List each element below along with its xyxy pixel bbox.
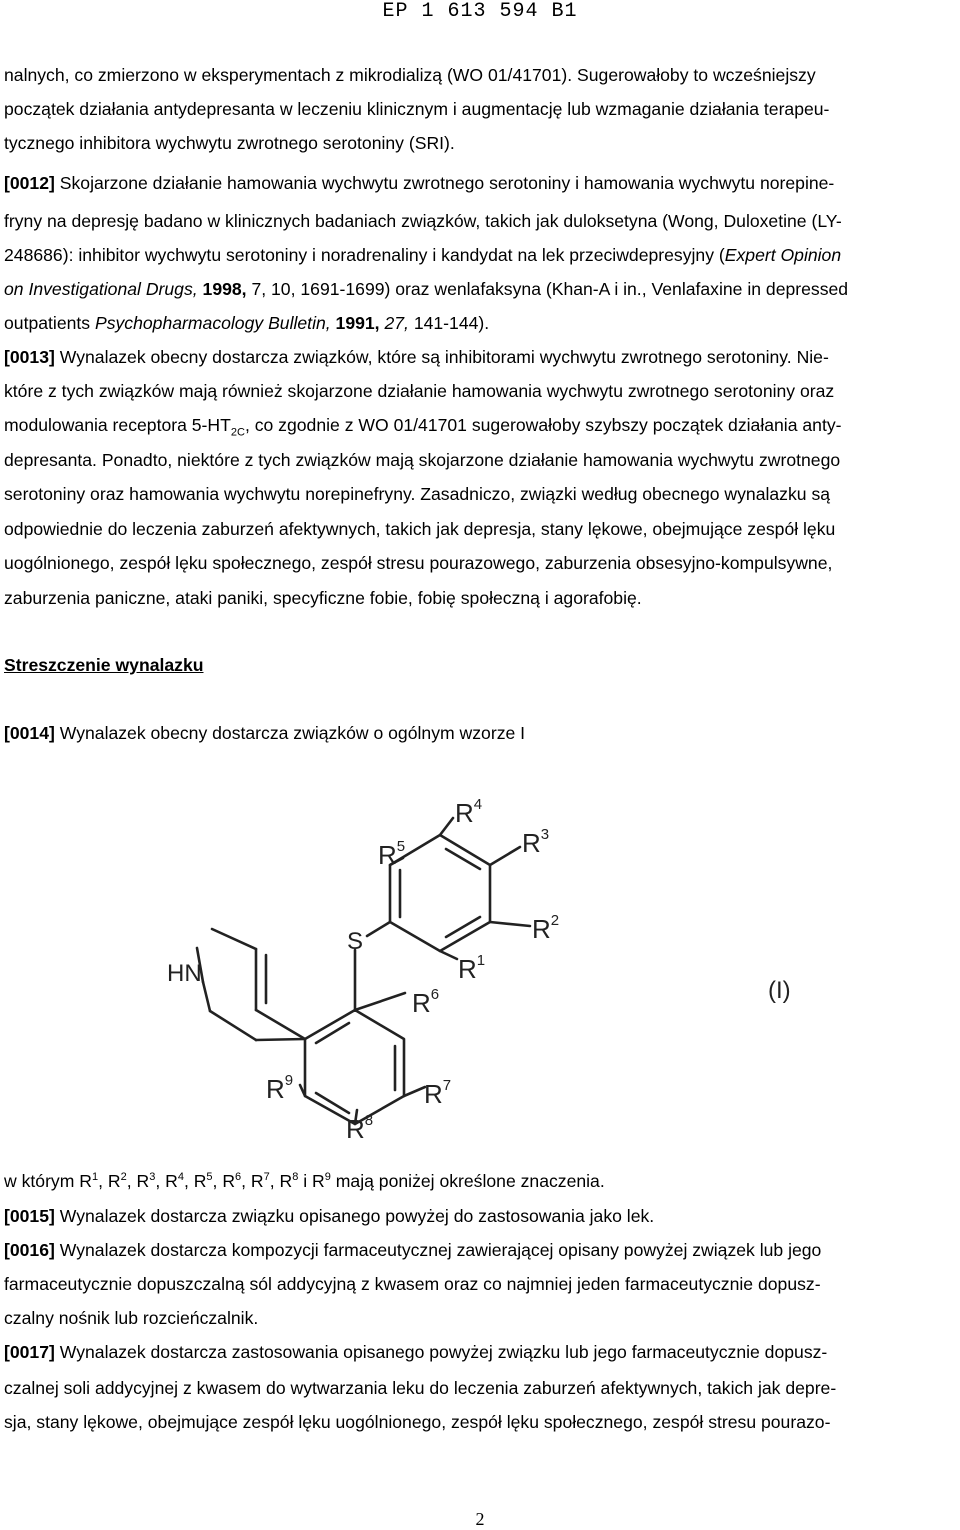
paragraph-line: tycznego inhibitora wychwytu zwrotnego serotoniny (SRI). xyxy=(4,133,455,153)
paragraph-tag: [0013] xyxy=(4,347,55,367)
paragraph-0012-line: [0012] Skojarzone działanie hamowania wychwytu zwrotnego serotoniny i hamowania wychwytu norepine- xyxy=(4,173,835,193)
paragraph-0012-line: fryny na depresję badano w klinicznych badaniach związków, takich jak duloksetyna (Wong, Duloxetine (LY- xyxy=(4,211,842,231)
r6-label: $R^6$ xyxy=(412,986,440,1018)
paragraph-0015: [0015] Wynalazek dostarcza związku opisanego powyżej do zastosowania jako lek. xyxy=(4,1206,655,1226)
paragraph-0012-line: 248686): inhibitor wychwytu serotoniny i noradrenaliny i kandydat na lek przeciwdepresyjny (Expert Opinion xyxy=(4,245,842,265)
formula-number: (I) xyxy=(768,977,791,1004)
paragraph-line: nalnych, co zmierzono w eksperymentach z mikrodializą (WO 01/41701). Sugerowałoby to wcześniejszy xyxy=(4,65,816,85)
paragraph-0016-line: [0016] Wynalazek dostarcza kompozycji farmaceutycznej zawierającej opisany powyżej związek lub jego xyxy=(4,1240,822,1260)
paragraph-0012-line: on Investigational Drugs, 1998, 7, 10, 1691-1699) oraz wenlafaksyna (Khan-A i in., Venlafaxine in depressed xyxy=(4,279,849,299)
r2-label: $R^2$ xyxy=(532,912,560,944)
paragraph-0013-line: które z tych związków mają również skojarzone działanie hamowania wychwytu zwrotnego serotoniny oraz xyxy=(4,381,835,401)
paragraph-tag: [0014] xyxy=(4,723,55,743)
sulfur-label: S xyxy=(347,928,364,955)
paragraph-0012-line: outpatients Psychopharmacology Bulletin, 1991, 27, 141-144). xyxy=(4,313,490,333)
wherein-line: w którym $R^1$, $R^2$, $R^3$, $R^4$, $R^5$, $R^6$, $R^7$, $R^8$ i $R^9$ mają poniżej określone znaczenia. xyxy=(4,1171,605,1191)
paragraph-0013-line: serotoniny oraz hamowania wychwytu norepinefryny. Zasadniczo, związki według obecnego wynalazku są xyxy=(4,484,831,504)
paragraph-0013-line: odpowiednie do leczenia zaburzeń afektywnych, takich jak depresja, stany lękowe, obejmujące zespół lęku xyxy=(4,519,836,539)
paragraph-0014: [0014] Wynalazek obecny dostarcza związków o ogólnym wzorze I xyxy=(4,723,526,743)
paragraph-line: początek działania antydepresanta w leczeniu klinicznym i augmentację lub wzmaganie działania terapeu- xyxy=(4,99,830,119)
paragraph-tag: [0015] xyxy=(4,1206,55,1226)
paragraph-tag: [0012] xyxy=(4,173,55,193)
paragraph-0017-line: czalnej soli addycyjnej z kwasem do wytwarzania leku do leczenia zaburzeń afektywnych, takich jak depre- xyxy=(4,1378,837,1398)
r4-label: $R^4$ xyxy=(455,796,483,828)
page-number: 2 xyxy=(475,1509,485,1529)
paragraph-0017-line: [0017] Wynalazek dostarcza zastosowania opisanego powyżej związku lub jego farmaceutycznie dopusz- xyxy=(4,1342,828,1362)
paragraph-0013-line: depresanta. Ponadto, niektóre z tych związków mają skojarzone działanie hamowania wychwytu zwrotnego xyxy=(4,450,841,470)
paragraph-0013-line: zaburzenia paniczne, ataki paniki, specyficzne fobie, fobię społeczną i agorafobię. xyxy=(4,588,642,608)
r8-label: $R^8$ xyxy=(346,1112,374,1144)
chemical-structure-formula xyxy=(150,760,950,1160)
paragraph-0016-line: farmaceutycznie dopuszczalną sól addycyjną z kwasem oraz co najmniej jeden farmaceutycznie dopusz- xyxy=(4,1274,821,1294)
lower-benzene-ring xyxy=(305,1010,404,1124)
paragraph-0013-line: uogólnionego, zespół lęku społecznego, zespół stresu pourazowego, zaburzenia obsesyjno-kompulsywne, xyxy=(4,553,833,573)
paragraph-0013-line: [0013] Wynalazek obecny dostarcza związków, które są inhibitorami wychwytu zwrotnego serotoniny. Nie- xyxy=(4,347,829,367)
r9-label: $R^9$ xyxy=(266,1072,294,1104)
r7-label: $R^7$ xyxy=(424,1077,452,1109)
paragraph-tag: [0017] xyxy=(4,1342,55,1362)
paragraph-0013-line: modulowania receptora $5-HT_{2C}$, co zgodnie z WO 01/41701 sugerowałoby szybszy początek działania anty- xyxy=(4,415,842,439)
document-header: EP 1 613 594 B1 xyxy=(382,0,578,23)
section-heading: Streszczenie wynalazku xyxy=(4,655,204,675)
paragraph-0016-line: czalny nośnik lub rozcieńczalnik. xyxy=(4,1308,259,1328)
r1-label: $R^1$ xyxy=(458,952,486,984)
paragraph-0017-line: sja, stany lękowe, obejmujące zespół lęku uogólnionego, zespół lęku społecznego, zespół stresu pourazo- xyxy=(4,1412,831,1432)
paragraph-tag: [0016] xyxy=(4,1240,55,1260)
r3-label: $R^3$ xyxy=(522,826,550,858)
hn-label: HN xyxy=(167,960,202,987)
r5-label: $R^5$ xyxy=(378,838,406,870)
